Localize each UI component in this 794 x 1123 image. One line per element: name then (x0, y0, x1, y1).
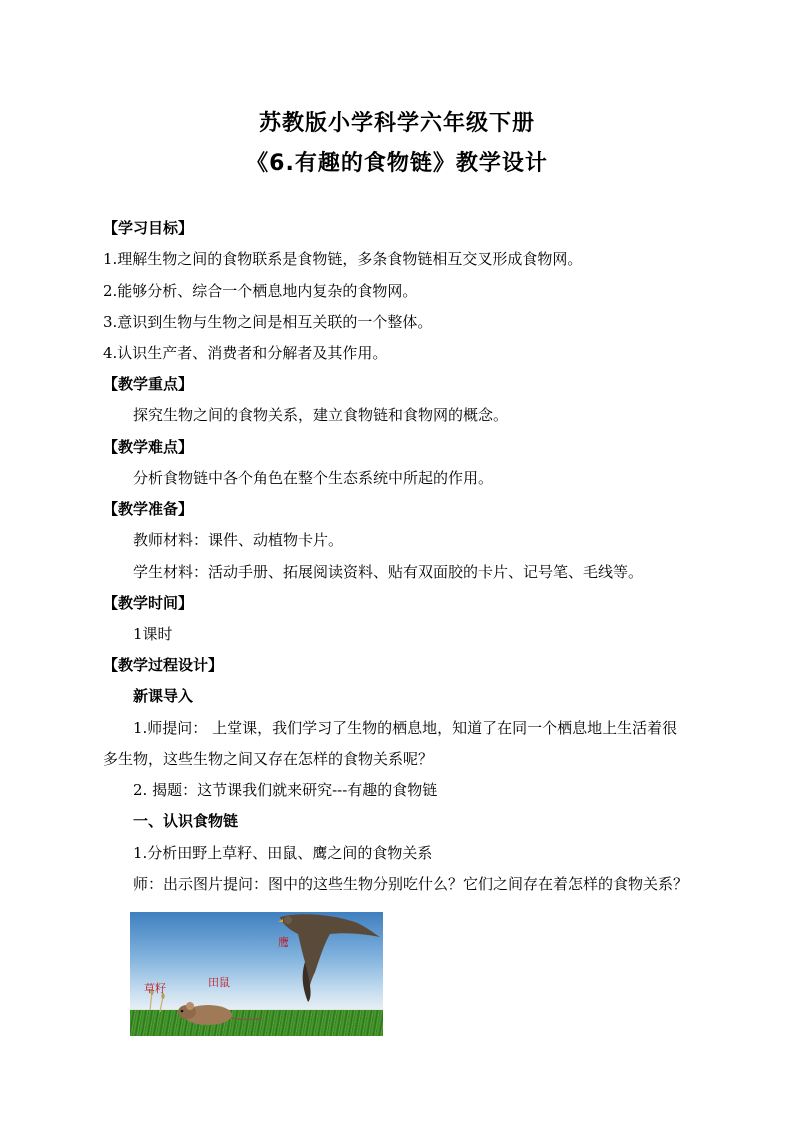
document-title-line-1: 苏教版小学科学六年级下册 (258, 111, 535, 136)
document-title-line-2: 《6.有趣的食物链》教学设计 (246, 151, 548, 176)
part-one-question: 师：出示图片提问：图中的这些生物分别吃什么？它们之间存在着怎样的食物关系？ (133, 875, 689, 893)
objective-item-1: 1.理解生物之间的食物联系是食物链，多条食物链相互交叉形成食物网。 (103, 250, 583, 268)
part-one-heading: 一、认识食物链 (133, 812, 239, 830)
grass-seed-label: 草籽 (144, 982, 166, 995)
mouse-label: 田鼠 (208, 976, 230, 989)
food-chain-illustration (130, 912, 383, 1036)
process-heading: 【教学过程设计】 (103, 656, 224, 674)
objective-item-2: 2.能够分析、综合一个栖息地内复杂的食物网。 (103, 282, 418, 300)
objective-item-4: 4.认识生产者、消费者和分解者及其作用。 (103, 344, 388, 362)
part-one-item-1: 1.分析田野上草籽、田鼠、鹰之间的食物关系 (133, 844, 433, 862)
difficulty-heading: 【教学难点】 (103, 438, 194, 456)
intro-item-1-line-1: 1.师提问： 上堂课，我们学习了生物的栖息地，知道了在同一个栖息地上生活着很 (133, 719, 678, 737)
objectives-heading: 【学习目标】 (103, 219, 194, 237)
intro-item-1-line-2: 多生物，这些生物之间又存在怎样的食物关系呢？ (103, 750, 434, 768)
time-text: 1课时 (133, 625, 173, 643)
objective-item-3: 3.意识到生物与生物之间是相互关联的一个整体。 (103, 313, 433, 331)
preparation-heading: 【教学准备】 (103, 500, 194, 518)
hawk-label: 鹰 (278, 936, 289, 949)
intro-heading: 新课导入 (133, 687, 194, 705)
key-points-text: 探究生物之间的食物关系，建立食物链和食物网的概念。 (133, 406, 509, 424)
food-chain-photo (130, 912, 383, 1036)
key-points-heading: 【教学重点】 (103, 375, 194, 393)
mouse-icon (178, 1002, 262, 1025)
difficulty-text: 分析食物链中各个角色在整个生态系统中所起的作用。 (133, 469, 494, 487)
time-heading: 【教学时间】 (103, 594, 194, 612)
preparation-student: 学生材料：活动手册、拓展阅读资料、贴有双面胶的卡片、记号笔、毛线等。 (133, 563, 644, 581)
intro-item-2: 2. 揭题：这节课我们就来研究---有趣的食物链 (133, 781, 438, 799)
preparation-teacher: 教师材料：课件、动植物卡片。 (133, 531, 344, 549)
hawk-icon (278, 914, 380, 1002)
